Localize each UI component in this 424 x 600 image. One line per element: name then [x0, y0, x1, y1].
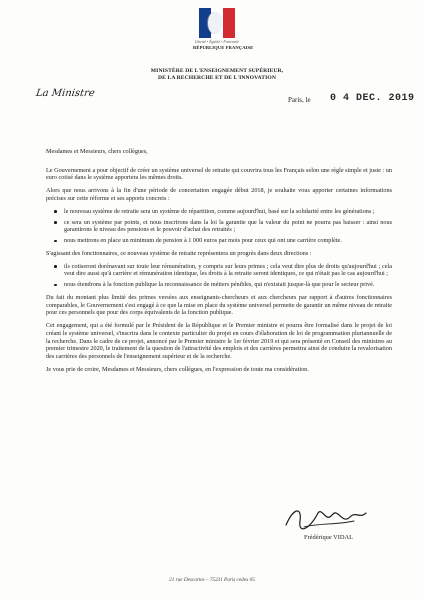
paragraph: Cet engagement, qui a été formulé par le Président de la République et le Premier ministre et pourra être formalisé dans le projet de loi créant le système universel, s'inscrira dans le contexte particulier du projet en cours d'élaboration de loi de programmation pluriannuelle de la recherche. Dans le cadre de ce projet, annoncé par le Premier ministre le 1er février 2019 et qui sera présenté en Conseil des ministres au premier trimestre 2020, le traitement de la question de l'attractivité des emplois et des carrières permettra ainsi de conduire la revalorisation des carrières des personnels de l'enseignement supérieur et de la recherche.: [46, 322, 392, 360]
marianne-logo: [193, 8, 254, 50]
handwritten-signature-icon: [280, 503, 370, 533]
bullet-list: [46, 208, 392, 245]
list-item: ils cotiseront dorénavant sur toute leur rémunération, y compris sur leurs primes ; cela veut dire plus de droits qu'aujourd'hui ; cela veut dire aussi qu'à carrière et rémunération identique, les droits à la retraite seront identiques, ce qui n'était pas le cas aujourd'hui ;: [64, 262, 392, 278]
bullet-list: [46, 263, 392, 289]
list-item: nous mettrons en place un minimum de pension à 1 000 euros par mois pour ceux qui ont une carrière complète.: [64, 237, 392, 245]
ministry-title: [112, 68, 322, 82]
footer-address: 21 rue Descartes – 75231 Paris cedex 05: [169, 577, 255, 583]
signer-name: Frédérique VIDAL: [304, 534, 354, 541]
date-stamp: 0 4 DEC. 2019: [330, 93, 415, 104]
minister-heading: La Ministre: [35, 88, 96, 99]
closing: Je vous prie de croire, Mesdames et Messieurs, chers collègues, en l'expression de toute ma considération.: [46, 365, 309, 373]
ministry-title-line2: DE LA RECHERCHE ET DE L'INNOVATION: [158, 75, 276, 81]
list-item: le nouveau système de retraite sera un système de répartition, comme aujourd'hui, basé sur la solidarité entre les générations ;: [64, 208, 392, 216]
salutation: Mesdames et Messieurs, chers collègues,: [46, 148, 148, 155]
republic-label: RÉPUBLIQUE FRANÇAISE: [193, 45, 254, 50]
list-item: ce sera un système par points, et nous inscrirons dans la loi la garantie que la valeur du point ne pourra pas baisser : ainsi nous garantirons le niveau des pensions et le pouvoir d'achat des retraités ;: [64, 218, 392, 234]
paragraph: S'agissant des fonctionnaires, ce nouveau système de retraite représentera un progrès dans deux directions :: [46, 249, 312, 257]
letter-body: [46, 148, 392, 379]
motto: Liberté • Égalité • Fraternité: [195, 40, 239, 44]
paragraph: Du fait du montant plus limité des primes versées aux enseignants-chercheurs et aux chercheurs par rapport à d'autres fonctionnaires comparables, le Gouvernement s'est engagé à ce que la mise en place du système universel permette de garantir un même niveau de retraite pour ces personnels que pour des corps équivalents de la fonction publique.: [46, 294, 392, 317]
place: Paris, le: [288, 96, 311, 104]
republic-flag-icon: [199, 8, 235, 38]
list-item: nous étendrons à la fonction publique la reconnaissance de métiers pénibles, qui n'existait jusque-là que pour le secteur privé.: [64, 281, 392, 289]
paragraph: Alors que nous arrivons à la fin d'une période de concertation engagée début 2018, je souhaite vous apporter certaines informations précises sur cette réforme et ses apports concrets :: [46, 187, 392, 202]
ministry-title-line1: MINISTÈRE DE L'ENSEIGNEMENT SUPÉRIEUR,: [150, 68, 284, 74]
paragraph: Le Gouvernement a pour objectif de créer un système universel de retraite qui couvrira tous les Français selon une règle simple et juste : un euro cotisé dans le système apportera les mêmes droits.: [46, 166, 392, 182]
